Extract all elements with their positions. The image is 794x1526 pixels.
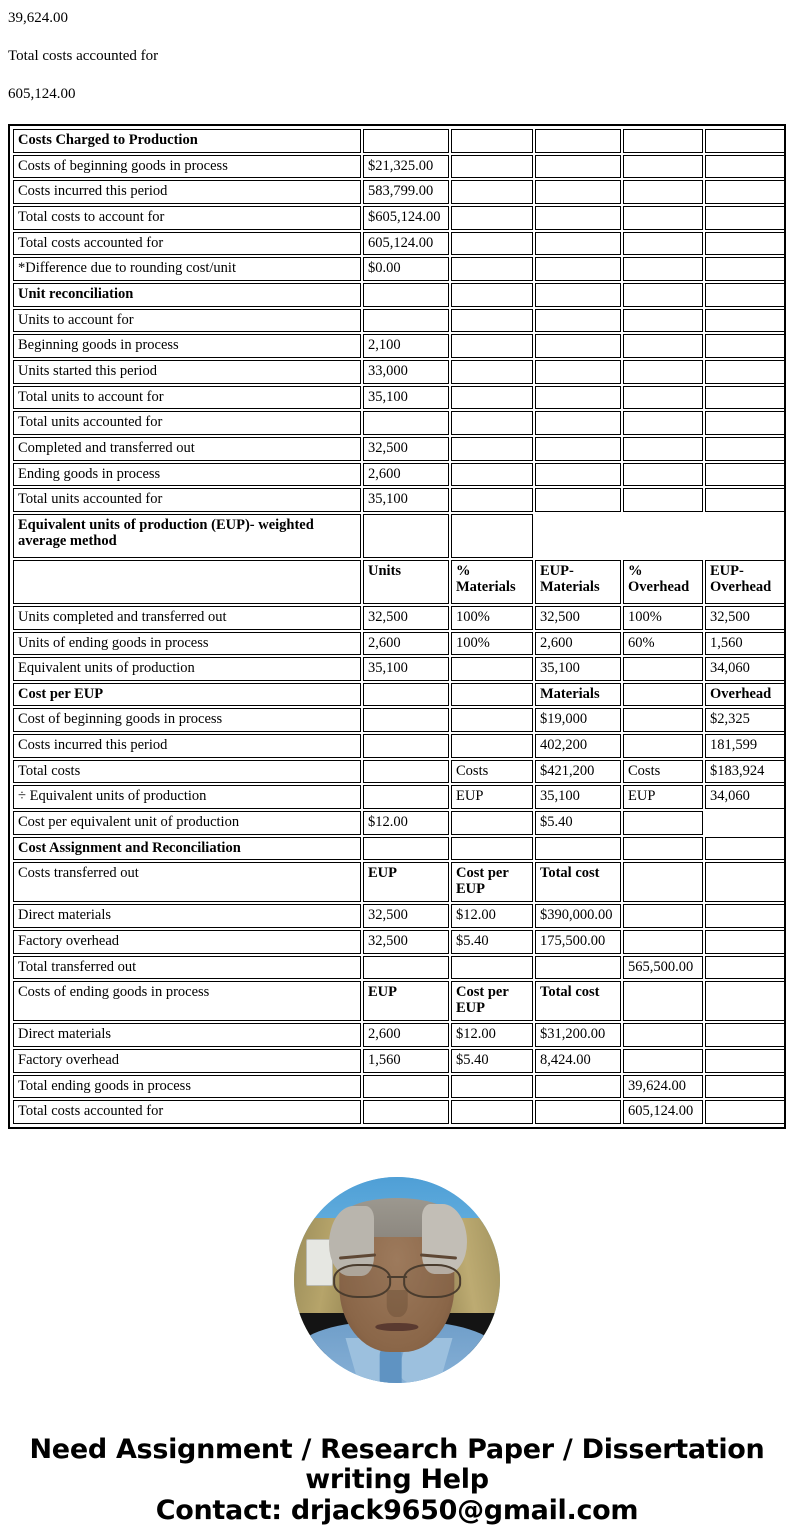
table-cell-value: 2,600 — [363, 632, 449, 656]
table-cell-value — [705, 257, 785, 281]
promo-line-2: writing Help — [305, 1463, 489, 1495]
table-cell-value — [451, 437, 533, 461]
table-cell-value — [535, 283, 621, 307]
table-cell-value — [363, 309, 449, 333]
table-cell-value — [535, 488, 621, 512]
table-cell-value — [623, 437, 703, 461]
promo-line-1: Need Assignment / Research Paper / Dissertation — [29, 1434, 765, 1465]
table-cell-value: $21,325.00 — [363, 155, 449, 179]
table-row — [13, 514, 785, 558]
table-cell-value — [705, 309, 785, 333]
table-cell-value: 1,560 — [705, 632, 785, 656]
table-cell-label: Beginning goods in process — [13, 334, 361, 358]
table-cell-value — [623, 1049, 703, 1073]
table-cell-value: 39,624.00 — [623, 1075, 703, 1099]
table-cell-value — [363, 411, 449, 435]
table-cell-value: EUP — [451, 785, 533, 809]
table-cell-label: Total units accounted for — [13, 411, 361, 435]
table-cell-value: Costs — [451, 760, 533, 784]
table-cell-value: 402,200 — [535, 734, 621, 758]
table-cell-value — [623, 129, 703, 153]
table-cell-value: % Materials — [451, 560, 533, 604]
table-row — [13, 904, 785, 928]
table-cell-value: Cost per EUP — [451, 862, 533, 902]
table-cell-value — [535, 155, 621, 179]
table-cell-value — [623, 657, 703, 681]
table-cell-value: 32,500 — [363, 930, 449, 954]
table-cell-value — [623, 386, 703, 410]
table-cell-value — [451, 334, 533, 358]
table-cell-value — [623, 514, 703, 558]
table-cell-value: 100% — [623, 606, 703, 630]
table-cell-value — [705, 206, 785, 230]
table-cell-value — [451, 232, 533, 256]
table-cell-label: Cost per EUP — [13, 683, 361, 707]
table-cell-value — [623, 309, 703, 333]
table-cell-label: Cost per equivalent unit of production — [13, 811, 361, 835]
table-cell-value — [535, 386, 621, 410]
avatar-area — [0, 1177, 794, 1383]
table-cell-label: Direct materials — [13, 904, 361, 928]
table-cell-value — [623, 1023, 703, 1047]
table-cell-value — [705, 180, 785, 204]
table-cell-label: Total transferred out — [13, 956, 361, 980]
table-cell-value — [623, 411, 703, 435]
table-cell-value — [535, 1075, 621, 1099]
table-cell-value: $605,124.00 — [363, 206, 449, 230]
table-row — [13, 560, 785, 604]
table-cell-value: 2,600 — [363, 463, 449, 487]
table-cell-value — [705, 155, 785, 179]
table-cell-label: Total units to account for — [13, 386, 361, 410]
table-cell-value: EUP-Materials — [535, 560, 621, 604]
table-cell-label: Ending goods in process — [13, 463, 361, 487]
table-cell-value: 605,124.00 — [623, 1100, 703, 1124]
table-cell-label: Cost Assignment and Reconciliation — [13, 837, 361, 861]
table-cell-value: 35,100 — [363, 488, 449, 512]
table-cell-value: Overhead — [705, 683, 785, 707]
table-cell-value — [451, 155, 533, 179]
table-cell-value — [535, 180, 621, 204]
table-cell-label: Total costs to account for — [13, 206, 361, 230]
promo-text — [0, 1435, 794, 1526]
table-cell-value: $5.40 — [535, 811, 621, 835]
table-row — [13, 683, 785, 707]
table-row — [13, 1075, 785, 1099]
table-cell-label: Costs Charged to Production — [13, 129, 361, 153]
table-cell-value — [535, 411, 621, 435]
table-cell-value — [705, 334, 785, 358]
table-cell-value — [451, 657, 533, 681]
table-cell-value — [451, 514, 533, 558]
table-cell-value — [451, 1100, 533, 1124]
table-cell-value — [451, 734, 533, 758]
table-cell-value — [451, 180, 533, 204]
table-cell-value — [451, 811, 533, 835]
table-cell-value: 8,424.00 — [535, 1049, 621, 1073]
table-cell-value — [705, 514, 785, 558]
table-cell-value — [451, 956, 533, 980]
table-row — [13, 283, 785, 307]
table-cell-value — [705, 1049, 785, 1073]
table-cell-value — [705, 904, 785, 928]
table-row — [13, 606, 785, 630]
table-cell-value: 35,100 — [535, 657, 621, 681]
table-cell-label: Costs of ending goods in process — [13, 981, 361, 1021]
table-cell-label: *Difference due to rounding cost/unit — [13, 257, 361, 281]
table-cell-value — [623, 155, 703, 179]
table-cell-value: $5.40 — [451, 1049, 533, 1073]
table-cell-value — [363, 1100, 449, 1124]
table-cell-value — [535, 309, 621, 333]
table-cell-value: $12.00 — [363, 811, 449, 835]
table-cell-value — [623, 734, 703, 758]
table-row — [13, 1100, 785, 1124]
table-cell-label: Cost of beginning goods in process — [13, 708, 361, 732]
table-cell-value: 1,560 — [363, 1049, 449, 1073]
table-cell-value: 605,124.00 — [363, 232, 449, 256]
table-cell-value — [623, 206, 703, 230]
table-cell-value — [535, 956, 621, 980]
table-cell-value — [623, 904, 703, 928]
table-cell-value — [705, 437, 785, 461]
lead-line-2: 605,124.00 — [8, 86, 76, 102]
avatar-lens-right — [403, 1264, 461, 1299]
table-row — [13, 632, 785, 656]
table-cell-value — [623, 463, 703, 487]
worksheet-body — [13, 129, 785, 1124]
table-cell-label: Total costs — [13, 760, 361, 784]
table-row — [13, 862, 785, 902]
table-cell-label: Costs of beginning goods in process — [13, 155, 361, 179]
table-cell-value — [451, 1075, 533, 1099]
table-cell-value — [705, 1075, 785, 1099]
lead-line-0: 39,624.00 — [8, 10, 68, 26]
table-row — [13, 180, 785, 204]
table-cell-value: 33,000 — [363, 360, 449, 384]
table-cell-value — [451, 411, 533, 435]
table-cell-value — [451, 683, 533, 707]
table-cell-value: EUP — [363, 981, 449, 1021]
table-cell-value — [705, 981, 785, 1021]
table-cell-value — [705, 283, 785, 307]
table-cell-value: 181,599 — [705, 734, 785, 758]
table-cell-value: 35,100 — [363, 657, 449, 681]
avatar-lens-left — [333, 1264, 391, 1299]
table-row — [13, 257, 785, 281]
table-cell-value — [623, 862, 703, 902]
table-row — [13, 708, 785, 732]
table-cell-value — [535, 129, 621, 153]
table-cell-value: 2,600 — [535, 632, 621, 656]
table-cell-value: 32,500 — [363, 904, 449, 928]
table-cell-label: Equivalent units of production (EUP)- weighted average method — [13, 514, 361, 558]
table-cell-value: $183,924 — [705, 760, 785, 784]
table-cell-value: 35,100 — [363, 386, 449, 410]
table-cell-label: Costs incurred this period — [13, 180, 361, 204]
table-cell-label — [13, 560, 361, 604]
table-cell-value — [451, 283, 533, 307]
table-cell-value: $12.00 — [451, 904, 533, 928]
table-cell-value — [705, 930, 785, 954]
table-cell-value — [363, 956, 449, 980]
table-cell-value: 2,100 — [363, 334, 449, 358]
table-cell-label: Factory overhead — [13, 930, 361, 954]
table-cell-value: Total cost — [535, 981, 621, 1021]
table-row — [13, 386, 785, 410]
table-cell-value: 2,600 — [363, 1023, 449, 1047]
table-cell-label: Factory overhead — [13, 1049, 361, 1073]
table-row — [13, 657, 785, 681]
avatar-tie — [379, 1348, 402, 1383]
table-cell-value — [535, 206, 621, 230]
table-row — [13, 411, 785, 435]
table-cell-value — [705, 811, 785, 835]
table-cell-value — [623, 360, 703, 384]
table-cell-value — [451, 463, 533, 487]
table-cell-value — [705, 232, 785, 256]
table-cell-value — [705, 488, 785, 512]
table-cell-value — [623, 708, 703, 732]
table-cell-value — [363, 734, 449, 758]
table-cell-value: $12.00 — [451, 1023, 533, 1047]
table-cell-value: 32,500 — [363, 437, 449, 461]
table-row — [13, 930, 785, 954]
table-cell-value: 100% — [451, 632, 533, 656]
table-cell-value — [451, 360, 533, 384]
table-cell-value — [451, 488, 533, 512]
table-cell-value: Materials — [535, 683, 621, 707]
table-cell-value — [363, 283, 449, 307]
table-cell-value: 175,500.00 — [535, 930, 621, 954]
table-cell-value — [363, 129, 449, 153]
table-cell-value: $0.00 — [363, 257, 449, 281]
table-row — [13, 837, 785, 861]
table-cell-value: Total cost — [535, 862, 621, 902]
table-cell-value: 60% — [623, 632, 703, 656]
table-cell-value — [705, 1100, 785, 1124]
table-cell-value: Units — [363, 560, 449, 604]
table-cell-value — [623, 180, 703, 204]
table-cell-value: 32,500 — [535, 606, 621, 630]
table-cell-value: 35,100 — [535, 785, 621, 809]
avatar — [294, 1177, 500, 1383]
table-cell-value: 583,799.00 — [363, 180, 449, 204]
table-cell-value — [705, 411, 785, 435]
table-row — [13, 334, 785, 358]
table-row — [13, 811, 785, 835]
table-cell-value — [451, 206, 533, 230]
table-cell-value — [705, 1023, 785, 1047]
table-cell-label: ÷ Equivalent units of production — [13, 785, 361, 809]
table-cell-value — [705, 862, 785, 902]
table-cell-value — [705, 360, 785, 384]
table-row — [13, 206, 785, 230]
table-cell-value — [535, 837, 621, 861]
promo-line-3: Contact: drjack9650@gmail.com — [155, 1495, 639, 1526]
table-cell-value: 32,500 — [363, 606, 449, 630]
table-cell-value: $31,200.00 — [535, 1023, 621, 1047]
table-cell-label: Units completed and transferred out — [13, 606, 361, 630]
table-cell-value — [623, 811, 703, 835]
table-cell-value: 565,500.00 — [623, 956, 703, 980]
table-cell-value — [705, 129, 785, 153]
table-cell-value — [535, 463, 621, 487]
table-cell-value — [623, 981, 703, 1021]
table-cell-label: Total costs accounted for — [13, 232, 361, 256]
table-cell-value — [363, 514, 449, 558]
table-cell-value — [705, 837, 785, 861]
table-cell-value — [535, 334, 621, 358]
table-cell-value — [623, 930, 703, 954]
table-cell-value: 100% — [451, 606, 533, 630]
table-cell-label: Unit reconciliation — [13, 283, 361, 307]
table-cell-value — [451, 129, 533, 153]
table-cell-value — [451, 309, 533, 333]
table-cell-value — [363, 785, 449, 809]
process-costing-worksheet — [11, 127, 787, 1126]
table-cell-value — [363, 683, 449, 707]
table-row — [13, 488, 785, 512]
lead-text-block — [0, 0, 794, 114]
table-cell-value — [363, 837, 449, 861]
table-cell-label: Equivalent units of production — [13, 657, 361, 681]
table-cell-value: $390,000.00 — [535, 904, 621, 928]
table-cell-label: Costs transferred out — [13, 862, 361, 902]
table-cell-value: $19,000 — [535, 708, 621, 732]
table-cell-value — [451, 386, 533, 410]
table-cell-value — [451, 837, 533, 861]
table-cell-value — [535, 514, 621, 558]
table-row — [13, 437, 785, 461]
table-row — [13, 1049, 785, 1073]
table-cell-value: EUP — [363, 862, 449, 902]
table-cell-value — [623, 283, 703, 307]
table-row — [13, 360, 785, 384]
table-cell-value — [535, 1100, 621, 1124]
table-row — [13, 232, 785, 256]
table-cell-label: Units to account for — [13, 309, 361, 333]
table-row — [13, 785, 785, 809]
worksheet-table-container — [8, 124, 786, 1129]
table-cell-label: Completed and transferred out — [13, 437, 361, 461]
table-row — [13, 463, 785, 487]
table-cell-label: Total units accounted for — [13, 488, 361, 512]
table-cell-value — [535, 437, 621, 461]
table-row — [13, 129, 785, 153]
table-cell-value: EUP-Overhead — [705, 560, 785, 604]
table-cell-value: 34,060 — [705, 657, 785, 681]
table-cell-value — [363, 760, 449, 784]
table-cell-value: $5.40 — [451, 930, 533, 954]
table-cell-value — [451, 708, 533, 732]
table-cell-label: Units started this period — [13, 360, 361, 384]
table-row — [13, 309, 785, 333]
table-row — [13, 1023, 785, 1047]
lead-line-1: Total costs accounted for — [8, 48, 159, 64]
table-row — [13, 956, 785, 980]
table-cell-value — [623, 232, 703, 256]
table-row — [13, 981, 785, 1021]
table-cell-value — [363, 1075, 449, 1099]
table-cell-value — [535, 257, 621, 281]
table-row — [13, 760, 785, 784]
table-cell-label: Units of ending goods in process — [13, 632, 361, 656]
table-cell-value: $2,325 — [705, 708, 785, 732]
table-cell-label: Total costs accounted for — [13, 1100, 361, 1124]
table-cell-value: % Overhead — [623, 560, 703, 604]
table-cell-value: 34,060 — [705, 785, 785, 809]
table-row — [13, 734, 785, 758]
table-cell-value — [705, 463, 785, 487]
avatar-mouth — [375, 1323, 418, 1331]
table-cell-label: Direct materials — [13, 1023, 361, 1047]
table-cell-value — [623, 683, 703, 707]
table-cell-value: Costs — [623, 760, 703, 784]
table-cell-value: Cost per EUP — [451, 981, 533, 1021]
table-cell-value — [705, 956, 785, 980]
table-cell-value: 32,500 — [705, 606, 785, 630]
table-cell-value — [623, 257, 703, 281]
table-cell-value — [363, 708, 449, 732]
table-cell-value — [705, 386, 785, 410]
table-cell-value: EUP — [623, 785, 703, 809]
table-cell-value — [623, 488, 703, 512]
table-cell-value — [623, 837, 703, 861]
avatar-nose — [387, 1290, 408, 1317]
table-cell-value: $421,200 — [535, 760, 621, 784]
table-cell-label: Costs incurred this period — [13, 734, 361, 758]
table-row — [13, 155, 785, 179]
table-cell-value — [535, 360, 621, 384]
table-cell-value — [535, 232, 621, 256]
table-cell-label: Total ending goods in process — [13, 1075, 361, 1099]
table-cell-value — [451, 257, 533, 281]
table-cell-value — [623, 334, 703, 358]
